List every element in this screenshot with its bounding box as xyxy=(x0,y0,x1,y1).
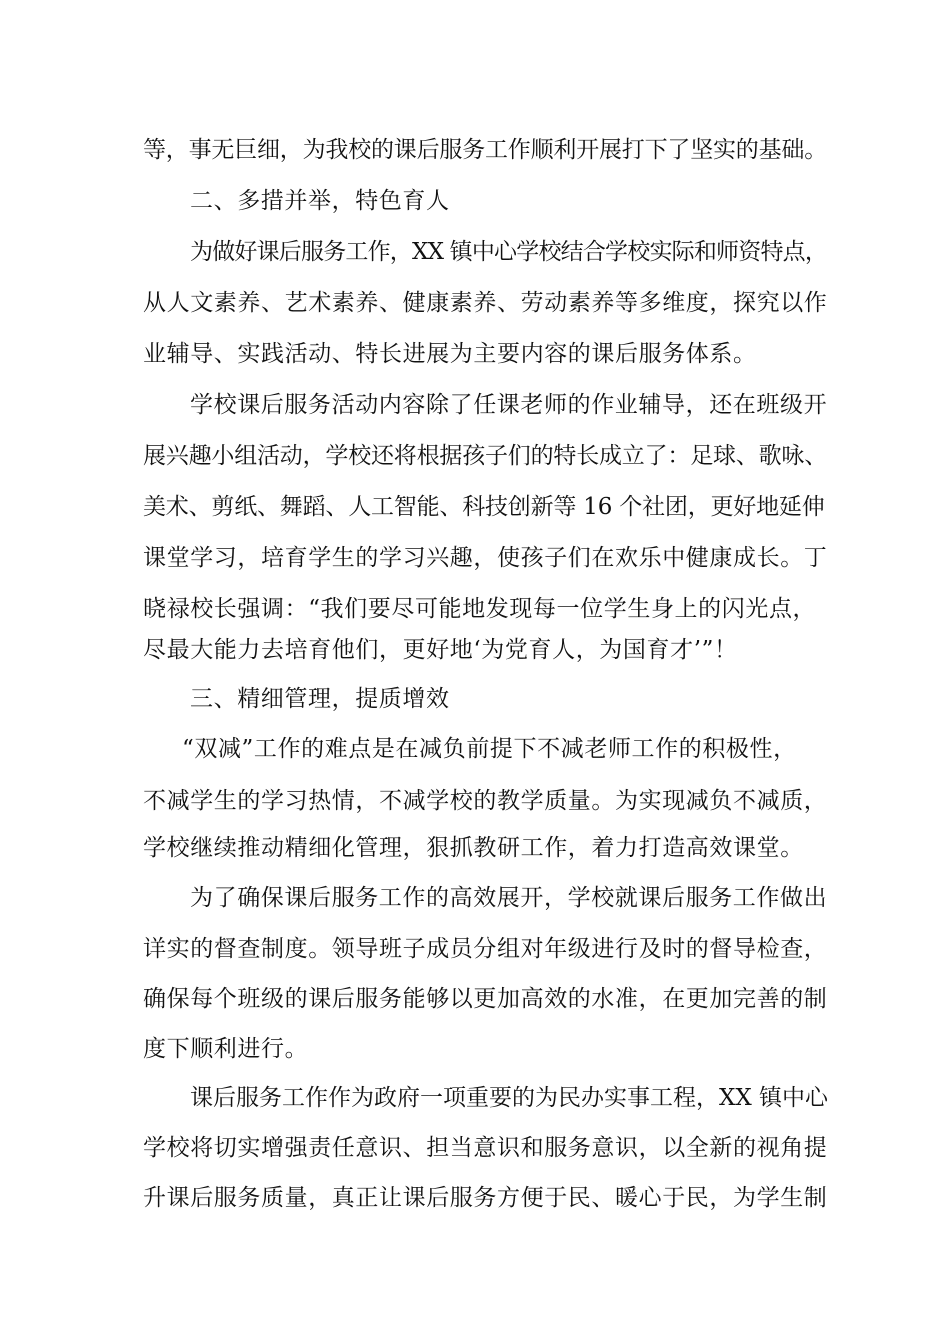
body-text-line: 业辅导、实践活动、特长进展为主要内容的课后服务体系。 xyxy=(143,341,757,367)
section-heading: 二、多措并举，特色育人 xyxy=(190,188,450,214)
body-text-line: 课后服务工作作为政府一项重要的为民办实事工程，XX 镇中心 xyxy=(190,1085,829,1111)
body-text-line: 不减学生的学习热情，不减学校的教学质量。为实现减负不减质， xyxy=(143,788,828,814)
body-text-line: 学校课后服务活动内容除了任课老师的作业辅导，还在班级开 xyxy=(190,392,828,418)
body-text-line: 为了确保课后服务工作的高效展开，学校就课后服务工作做出 xyxy=(190,885,828,911)
body-text-line: 晓禄校长强调：“我们要尽可能地发现每一位学生身上的闪光点， xyxy=(143,596,817,622)
body-text-line: 度下顺利进行。 xyxy=(143,1036,309,1062)
body-text-line: 学校将切实增强责任意识、担当意识和服务意识，以全新的视角提 xyxy=(143,1135,828,1161)
body-text-line: 尽最大能力去培育他们，更好地‘为党育人，为国育才’”！ xyxy=(143,637,738,663)
body-text-line: 等，事无巨细，为我校的课后服务工作顺利开展打下了坚实的基础。 xyxy=(143,137,828,163)
body-text-line: “双减”工作的难点是在减负前提下不减老师工作的积极性， xyxy=(182,736,797,762)
body-text-line: 美术、剪纸、舞蹈、人工智能、科技创新等 16 个社团，更好地延伸 xyxy=(143,494,825,520)
body-text-line: 课堂学习，培育学生的学习兴趣，使孩子们在欢乐中健康成长。丁 xyxy=(143,545,828,571)
body-text-line: 学校继续推动精细化管理，狠抓教研工作，着力打造高效课堂。 xyxy=(143,835,804,861)
body-text-line: 详实的督查制度。领导班子成员分组对年级进行及时的督导检查， xyxy=(143,936,828,962)
section-heading: 三、精细管理，提质增效 xyxy=(190,686,450,712)
body-text-line: 从人文素养、艺术素养、健康素养、劳动素养等多维度，探究以作 xyxy=(143,290,828,316)
body-text-line: 升课后服务质量，真正让课后服务方便于民、暖心于民，为学生制 xyxy=(143,1185,828,1211)
body-text-line: 展兴趣小组活动，学校还将根据孩子们的特长成立了：足球、歌咏、 xyxy=(143,443,828,469)
body-text-line: 为做好课后服务工作，XX 镇中心学校结合学校实际和师资特点， xyxy=(190,239,828,265)
body-text-line: 确保每个班级的课后服务能够以更加高效的水准，在更加完善的制 xyxy=(143,986,828,1012)
